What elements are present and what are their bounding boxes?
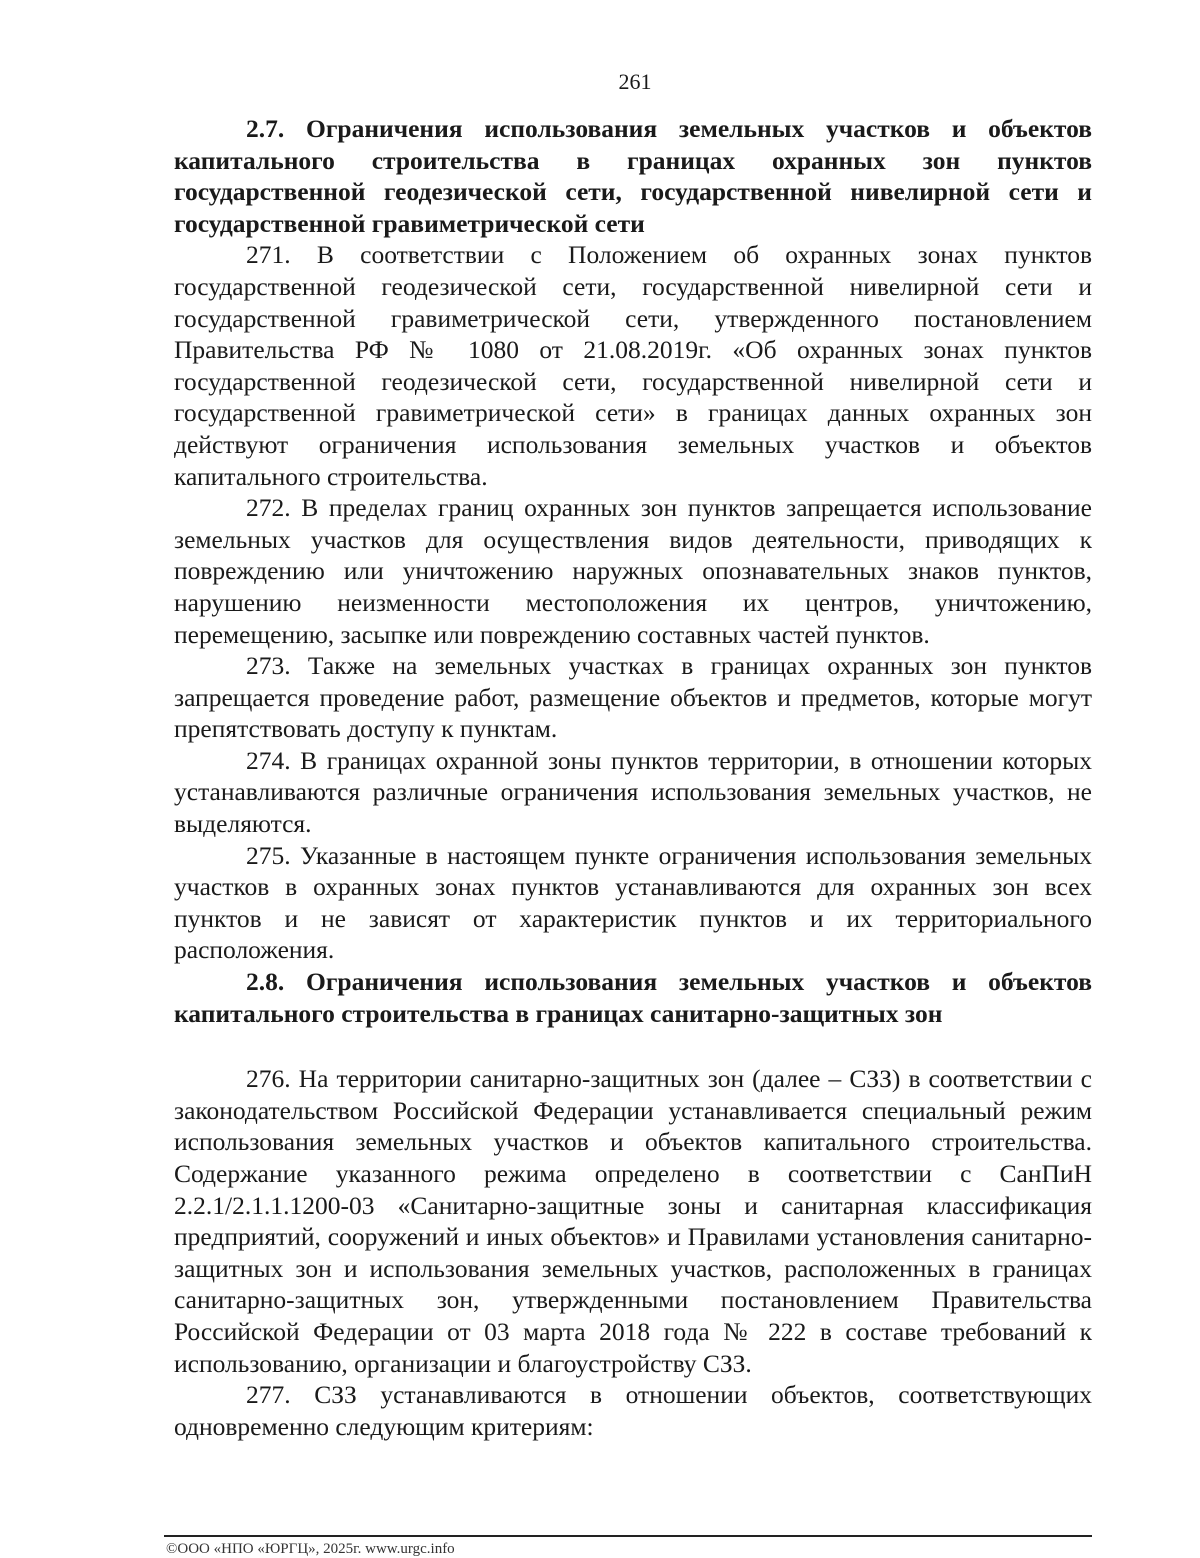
paragraph-277: 277. СЗЗ устанавливаются в отношении объектов, соответствующих одновременно следующим критериям:: [174, 1380, 1092, 1441]
paragraph-271: 271. В соответствии с Положением об охранных зонах пунктов государственной геодезической сети, государственной нивелирной сети и государственной гравиметрической сети, утвержденного постановлением Правительства РФ № 1080 от 21.08.2019г. «Об охранных зонах пунктов государственной геодезической сети, государственной нивелирной сети и государственной гравиметрической сети» в границах данных охранных зон действуют ограничения использования земельных участков и объектов капитального строительства.: [174, 240, 1092, 491]
page-number: 261: [618, 69, 652, 94]
paragraph-274: 274. В границах охранной зоны пунктов территории, в отношении которых устанавливаются различные ограничения использования земельных участков, не выделяются.: [174, 745, 1092, 839]
footer-divider: [164, 1535, 1092, 1537]
paragraph-272: 272. В пределах границ охранных зон пунктов запрещается использование земельных участков для осуществления видов деятельности, приводящих к повреждению или уничтожению наружных опознавательных знаков пунктов, нарушению неизменности местоположения их центров, уничтожению, перемещению, засыпке или повреждению составных частей пунктов.: [174, 493, 1092, 649]
paragraph-273: 273. Также на земельных участках в границах охранных зон пунктов запрещается проведение работ, размещение объектов и предметов, которые могут препятствовать доступу к пунктам.: [174, 651, 1092, 744]
footer-copyright: ©ООО «НПО «ЮРГЦ», 2025г. www.urgc.info: [166, 1541, 455, 1557]
paragraph-276: 276. На территории санитарно-защитных зон (далее – СЗЗ) в соответствии с законодательством Российской Федерации устанавливается специальный режим использования земельных участков и объектов капитального строительства. Содержание указанного режима определено в соответствии с СанПиН 2.2.1/2.1.1.1200-03 «Санитарно-защитные зоны и санитарная классификация предприятий, сооружений и иных объектов» и Правилами установления санитарно-защитных зон и использования земельных участков, расположенных в границах санитарно-защитных зон, утвержденными постановлением Правительства Российской Федерации от 03 марта 2018 года № 222 в составе требований к использованию, организации и благоустройству СЗЗ.: [174, 1064, 1092, 1378]
section-heading-2-8: 2.8. Ограничения использования земельных участков и объектов капитального строительства в границах санитарно-защитных зон: [174, 967, 1092, 1028]
document-body: [174, 113, 1092, 1442]
paragraph-275: 275. Указанные в настоящем пункте ограничения использования земельных участков в охранных зонах пунктов устанавливаются для охранных зон всех пунктов и не зависят от характеристик пунктов и их территориального расположения.: [174, 840, 1092, 965]
section-spacer: [174, 1029, 1092, 1063]
section-heading-2-7: 2.7. Ограничения использования земельных участков и объектов капитального строительства в границах охранных зон пунктов государственной геодезической сети, государственной нивелирной сети и государственной гравиметрической сети: [174, 114, 1092, 238]
